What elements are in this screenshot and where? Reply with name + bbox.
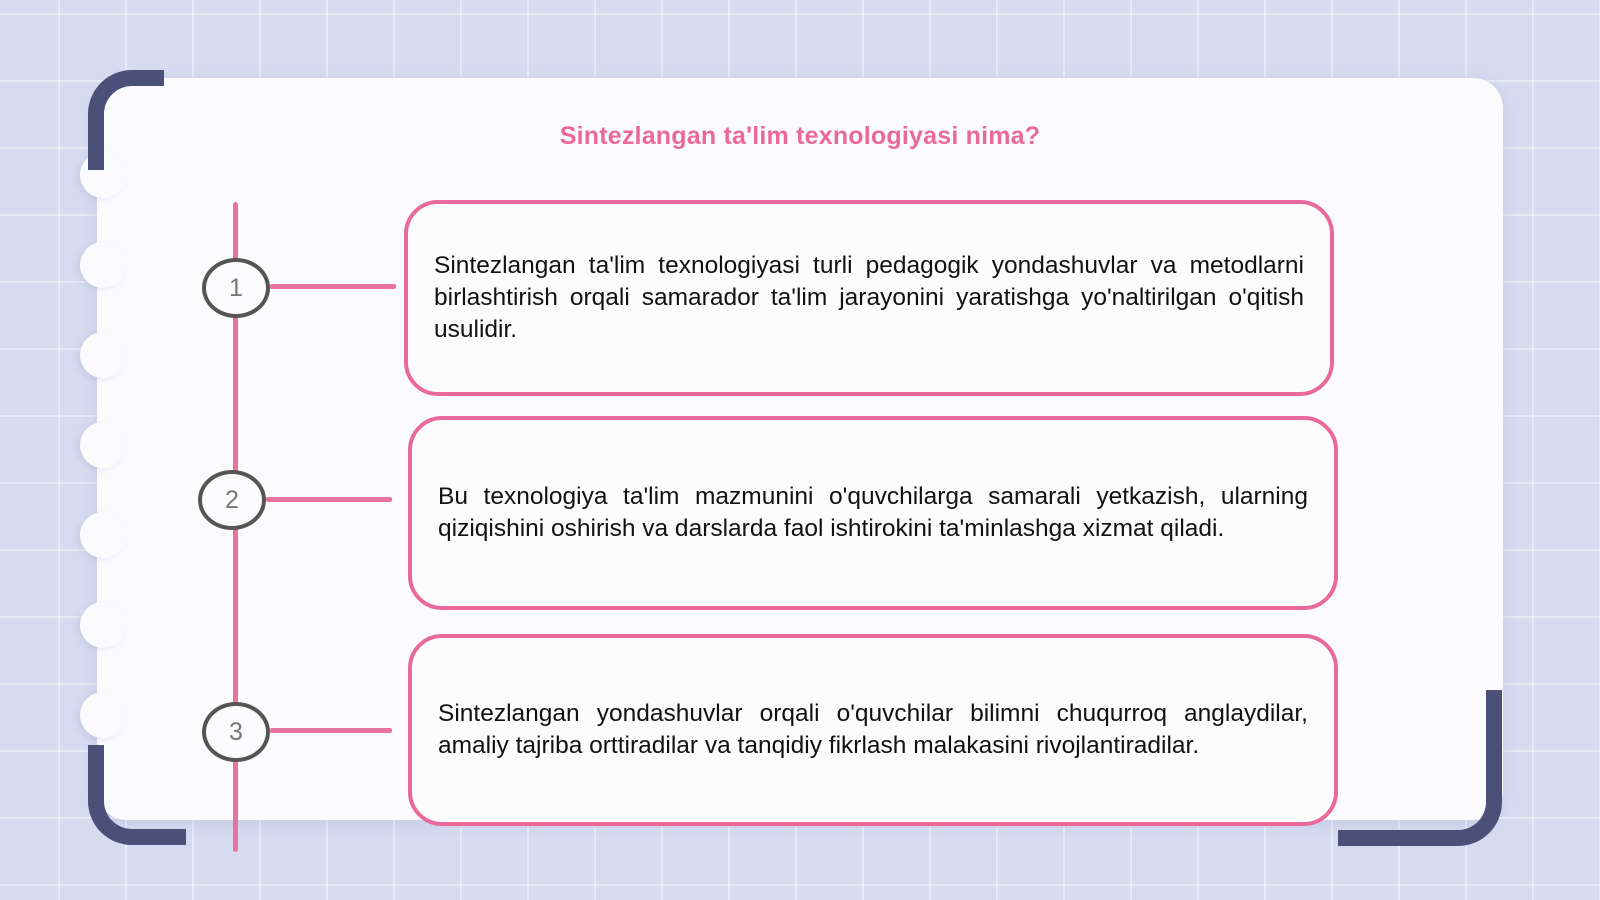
corner-bracket-top-left: [88, 70, 164, 170]
corner-bracket-bottom-right: [1338, 690, 1502, 846]
step-number-circle: [202, 702, 270, 762]
step-connector: [266, 497, 392, 502]
step-card: [408, 634, 1338, 826]
corner-bracket-bottom-left: [88, 745, 186, 845]
notebook-notch: [80, 692, 126, 738]
step-card: [404, 200, 1334, 396]
step-card: [408, 416, 1338, 610]
step-number: 1: [229, 273, 243, 302]
step-card-text: Sintezlangan yondashuvlar orqali o'quvchilar bilimni chuqurroq anglaydilar, amaliy tajriba orttiradilar va tanqidiy fikrlash malakasini rivojlantiradilar.: [438, 700, 1308, 759]
notebook-notch: [80, 422, 126, 468]
step-card-text: Sintezlangan ta'lim texnologiyasi turli pedagogik yondashuvlar va metodlarni birlashtirish orqali samarador ta'lim jarayonini yaratishga yo'naltirilgan o'qitish usulidir.: [434, 252, 1304, 343]
notebook-notch: [80, 242, 126, 288]
step-connector: [270, 284, 396, 289]
step-number: 2: [225, 485, 239, 514]
step-number-circle: [202, 258, 270, 318]
notebook-notch: [80, 332, 126, 378]
step-connector: [270, 728, 392, 733]
step-number-circle: [198, 470, 266, 530]
step-number: 3: [229, 717, 243, 746]
slide-title: Sintezlangan ta'lim texnologiyasi nima?: [559, 122, 1041, 150]
notebook-notch: [80, 512, 126, 558]
notebook-notch: [80, 602, 126, 648]
step-card-text: Bu texnologiya ta'lim mazmunini o'quvchilarga samarali yetkazish, ularning qiziqishini oshirish va darslarda faol ishtirokini ta'minlashga xizmat qiladi.: [438, 483, 1308, 542]
